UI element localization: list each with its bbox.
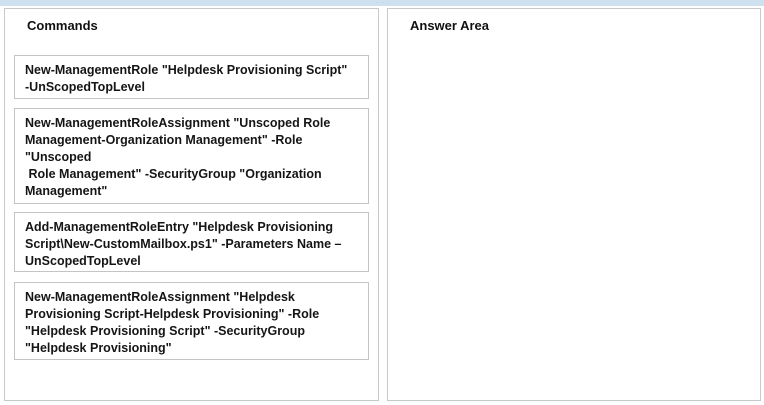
answer-area-title: Answer Area: [410, 18, 489, 33]
command-item[interactable]: New-ManagementRoleAssignment "Unscoped Role Management-Organization Management" -Role "Unscoped Role Management" -SecurityGroup "Organization Management": [14, 108, 369, 204]
top-strip: [0, 0, 764, 6]
commands-panel: [4, 8, 379, 401]
command-item[interactable]: New-ManagementRole "Helpdesk Provisioning Script" -UnScopedTopLevel: [14, 55, 369, 99]
answer-area[interactable]: [387, 8, 761, 401]
drag-handle-icon: · · ·: [376, 0, 391, 6]
command-item[interactable]: Add-ManagementRoleEntry "Helpdesk Provisioning Script\New-CustomMailbox.ps1" -Parameters Name – UnScopedTopLevel: [14, 212, 369, 272]
commands-title: Commands: [27, 18, 98, 33]
command-item[interactable]: New-ManagementRoleAssignment "Helpdesk Provisioning Script-Helpdesk Provisioning" -Role "Helpdesk Provisioning Script" -SecurityGroup "Helpdesk Provisioning": [14, 282, 369, 360]
